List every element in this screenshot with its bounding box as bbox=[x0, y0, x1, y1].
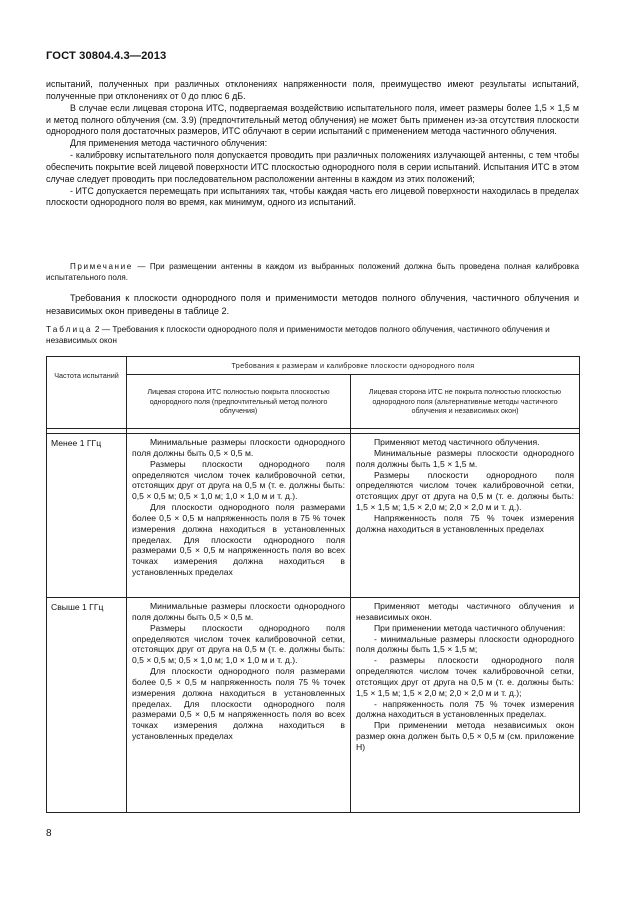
paragraph: испытаний, полученных при различных отклонениях напряженности поля, преимущество имеют результаты испытаний, полученные при отклонениях от 0 до плюс 6 дБ. bbox=[46, 79, 579, 101]
page-number: 8 bbox=[46, 828, 52, 839]
frequency-cell: Свыше 1 ГГц bbox=[47, 598, 127, 813]
list-item: - калибровку испытательного поля допускается проводить при различных положениях излучающей антенны, с тем чтобы обеспечить покрытие всей лицевой поверхности ИТС плоскостью однородного поля в серии испытаний. Испытания ИТС в этом случае следует проводить при последовательном расположении антенны в каждом из этих положений; bbox=[46, 150, 579, 184]
cell-paragraph: Размеры плоскости однородного поля определяются числом точек калибровочной сетки, отстоящих друг от друга на 0,5 м (т. е. должны быть: 0,5 × 0,5 м; 0,5 × 1,0 м; 1,0 × 1,0 м и т. д.). bbox=[132, 458, 345, 502]
list-item: - ИТС допускается перемещать при испытаниях так, чтобы каждая часть его лицевой поверхности находилась в пределах плоскости однородного поля во время, как минимум, одного из испытаний. bbox=[46, 185, 579, 208]
cell-paragraph: Применяют методы частичного облучения и независимых окон. bbox=[356, 601, 574, 622]
cell-paragraph: Минимальные размеры плоскости однородного поля должны быть 0,5 × 0,5 м. bbox=[132, 437, 345, 458]
table-row bbox=[47, 434, 580, 598]
full-illumination-cell bbox=[127, 434, 351, 598]
cell-paragraph: Размеры плоскости однородного поля определяются числом точек калибровочной сетки, отстоящих друг от друга на 0,5 м (т. е. должны быть: 0,5 × 0,5 м; 0,5 × 1,0 м; 1,0 × 1,0 м и т. д.). bbox=[132, 622, 345, 666]
cell-paragraph: Минимальные размеры плоскости однородного поля должны быть 1,5 × 1,5 м. bbox=[356, 447, 574, 469]
table-caption bbox=[46, 324, 579, 345]
table-caption-text: 2 — Требования к плоскости однородного поля и применимости методов полного облучения, частичного облучения и независимых окон bbox=[46, 324, 550, 345]
paragraph: В случае если лицевая сторона ИТС, подвергаемая воздействию испытательного поля, имеет размеры более 1,5 × 1,5 м и метод полного облучения (см. 3.9) (предпочтительный метод облучения) не может быть применен из-за отсутствия плоскости однородного поля достаточных размеров, ИТС облучают в серии испытаний с применением метода частичного облучения. bbox=[46, 102, 579, 137]
cell-paragraph: При применении метода независимых окон размер окна должен быть 0,5 × 0,5 м (см. приложение Н) bbox=[356, 720, 574, 752]
partial-illumination-cell bbox=[351, 598, 580, 813]
text-block-intro bbox=[46, 79, 579, 209]
note bbox=[46, 262, 579, 283]
document-header: ГОСТ 30804.4.3—2013 bbox=[46, 50, 167, 62]
note-label: Примечание bbox=[70, 262, 133, 271]
cell-paragraph: Для плоскости однородного поля размерами более 0,5 × 0,5 м напряженность поля 75 % точек измерения должна находиться в установленных пределах. Для плоскости однородного поля размерами 0,5 × 0,5 м напряженность поля во всех точках измерения должна находиться в установленных пределах bbox=[132, 666, 345, 742]
table-caption-label: Таблица bbox=[46, 324, 93, 334]
frequency-cell: Менее 1 ГГц bbox=[47, 434, 127, 598]
cell-paragraph: При применении метода частичного облучения: bbox=[374, 622, 566, 633]
note-text: — При размещении антенны в каждом из выбранных положений должна быть проведена полная калибровка испытательного поля. bbox=[46, 262, 579, 282]
cell-paragraph: Напряженность поля 75 % точек измерения должна находиться в установленных пределах bbox=[356, 512, 574, 534]
partial-illumination-cell bbox=[351, 434, 580, 598]
requirements-table bbox=[46, 356, 580, 813]
cell-paragraph: - размеры плоскости однородного поля определяются числом точек калибровочной сетки, отстоящих друг от друга на 0,5 м (т. е. должны быть: 1,5 × 1,5 м; 1,5 × 2,0 м; 2,0 × 2,0 м и т. д.); bbox=[356, 655, 574, 698]
column-header-group: Требования к размерам и калибровке плоскости однородного поля bbox=[127, 357, 580, 375]
column-header-partial-illumination: Лицевая сторона ИТС не покрыта полностью плоскостью однородного поля (альтернативные методы частичного облучения и независимых окон) bbox=[351, 375, 580, 429]
cell-paragraph: Применяют метод частичного облучения. bbox=[374, 437, 540, 447]
cell-paragraph: - минимальные размеры плоскости однородного поля должны быть 1,5 × 1,5 м; bbox=[356, 633, 574, 655]
cell-paragraph: Для плоскости однородного поля размерами более 0,5 × 0,5 м напряженность поля в 75 % точек измерения должна находиться в установленных пределах. Для плоскости однородного поля размерами 0,5 × 0,5 м напряженность поля во всех точках измерения должна находиться в установленных пределах bbox=[132, 502, 345, 578]
column-header-frequency: Частота испытаний bbox=[47, 357, 127, 429]
cell-paragraph: Минимальные размеры плоскости однородного поля должны быть 0,5 × 0,5 м. bbox=[132, 601, 345, 622]
full-illumination-cell bbox=[127, 598, 351, 813]
cell-paragraph: Размеры плоскости однородного поля определяются числом точек калибровочной сетки, отстоящих друг от друга на 0,5 м (т. е. должны быть: 1,5 × 1,5 м; 1,5 × 2,0 м; 2,0 × 2,0 м и т. д.). bbox=[356, 469, 574, 513]
cell-paragraph: - напряженность поля 75 % точек измерения должна находиться в установленных пределах. bbox=[356, 698, 574, 720]
text-block-table-intro: Требования к плоскости однородного поля и применимости методов полного облучения, частичного облучения и независимых окон приведены в таблице 2. bbox=[46, 293, 579, 316]
column-header-full-illumination: Лицевая сторона ИТС полностью покрыта плоскостью однородного поля (предпочтительный метод полного облучения) bbox=[127, 375, 351, 429]
paragraph: Для применения метода частичного облучения: bbox=[70, 138, 268, 149]
table-row bbox=[47, 598, 580, 813]
